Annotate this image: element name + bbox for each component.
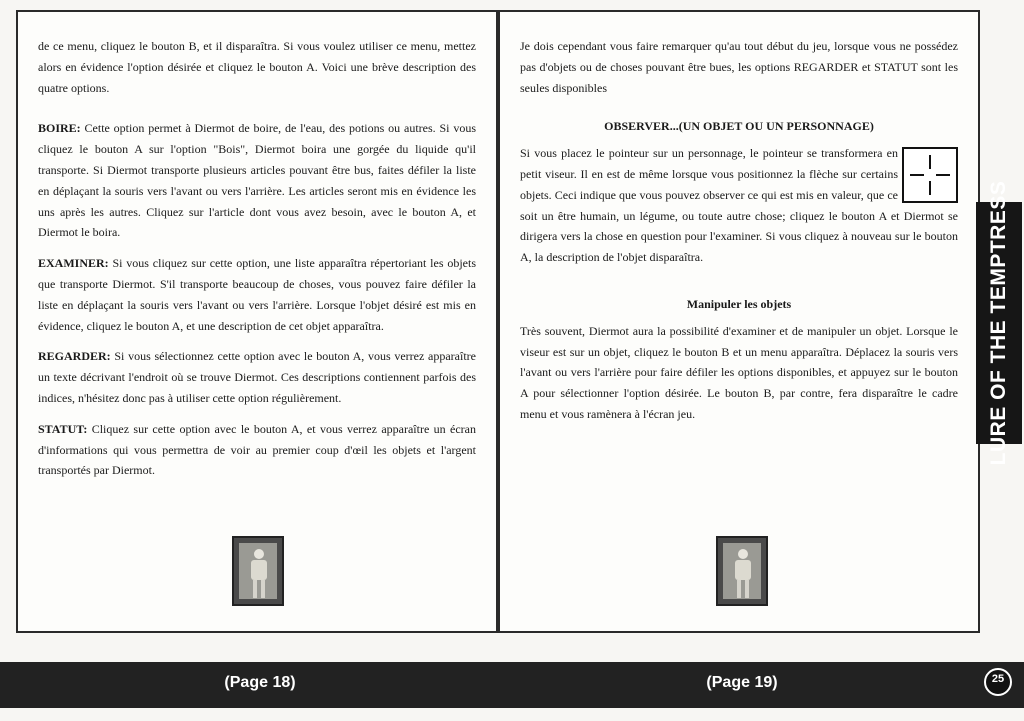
text-examiner: Si vous cliquez sur cette option, une liste apparaîtra répertoriant les objets que transporte Diermot. S'il transporte beaucoup de choses, vous pouvez faire défiler la liste en déplaçant la souris vers l'avant ou vers l'arrière. Lorsque l'objet désiré est mis en évidence, cliquez le bouton A, et une description de cet objet apparaîtra. xyxy=(38,256,476,333)
right-intro-paragraph: Je dois cependant vous faire remarquer qu'au tout début du jeu, lorsque vous ne possédez pas d'objets ou de choses pouvant être bues, les options REGARDER et STATUT sont les seules disponibles xyxy=(520,39,958,95)
character-thumbnail-left xyxy=(232,536,284,606)
side-title-tab xyxy=(976,180,1022,466)
side-title-text: LURE OF THE TEMPTRESS xyxy=(987,180,1010,466)
left-page-text xyxy=(38,36,476,491)
observe-heading: OBSERVER...(UN OBJET OU UN PERSONNAGE) xyxy=(604,119,874,134)
observe-text: Si vous placez le pointeur sur un personnage, le pointeur se transformera en petit viseur. Il en est de même lorsque vous positionnez la flèche sur certains objets. Ceci indique que vous pouvez observer ce qui est mis en valeur, que ce soit un être humain, un légume, ou toute autre chose; cliquez le bouton A et Diermot se dirigera vers la chose en question pour l'examiner. Si vous cliquez à nouveau sur le bouton A, la description de l'objet disparaîtra. xyxy=(520,146,958,265)
section-statut xyxy=(38,419,476,481)
text-statut: Cliquez sur cette option avec le bouton A, et vous verrez apparaître un écran d'informations qui vous permettra de voir au premier coup d'œil les objets et l'argent transportés par Diermot. xyxy=(38,421,476,478)
manipulate-paragraph: Très souvent, Diermot aura la possibilité d'examiner et de manipuler un objet. Lorsque le viseur est sur un objet, cliquez le bouton B et un menu apparaîtra. Déplacez la souris vers l'avant ou vers l'arrière pour faire défiler les options disponibles, et appuyez sur le bouton A pour sélectionner l'option désirée. Le bouton B, par contre, fera disparaître le cadre menu et vous ramènera à l'écran jeu. xyxy=(520,323,958,421)
observe-paragraph xyxy=(520,143,958,268)
section-regarder xyxy=(38,346,476,408)
term-regarder: REGARDER: xyxy=(38,349,111,364)
term-examiner: EXAMINER: xyxy=(38,256,109,271)
page-number: 25 xyxy=(991,673,1005,685)
term-boire: BOIRE: xyxy=(38,121,81,136)
footer-page-right: (Page 19) xyxy=(706,674,778,691)
manipulate-heading: Manipuler les objets xyxy=(686,296,792,311)
left-intro-paragraph: de ce menu, cliquez le bouton B, et il disparaîtra. Si vous voulez utiliser ce menu, mettez alors en évidence l'option désirée et cliquez le bouton A. Voici une brève description des quatre options. xyxy=(38,39,476,95)
crosshair-cursor-icon xyxy=(902,147,958,203)
character-thumbnail-right xyxy=(716,536,768,606)
section-examiner xyxy=(38,253,476,336)
section-boire xyxy=(38,118,476,243)
right-page-text xyxy=(520,36,958,435)
text-regarder: Si vous sélectionnez cette option avec le bouton A, vous verrez apparaître un texte décrivant l'endroit où se trouve Diermot. Ces descriptions contiennent parfois des indices, n'hésitez donc pas à utiliser cette option régulièrement. xyxy=(38,349,476,405)
footer-page-left: (Page 18) xyxy=(224,674,296,691)
footer-bar xyxy=(0,662,1024,708)
term-statut: STATUT: xyxy=(38,421,88,436)
text-boire: Cette option permet à Diermot de boire, de l'eau, des potions ou autres. Si vous cliquez le bouton A sur l'option "Bois", Diermot boira une gorgée du liquide qu'il transporte. Si Diermot transporte plusieurs articles pouvant être bus, faites défiler la liste en déplaçant la souris vers l'avant ou vers l'arrière. Les articles seront mis en évidence les uns après les autres. Cliquez sur l'article dont vous avez besoin, avec le bouton A, et Diermot le boira. xyxy=(38,121,476,240)
page-number-badge xyxy=(982,664,1016,704)
